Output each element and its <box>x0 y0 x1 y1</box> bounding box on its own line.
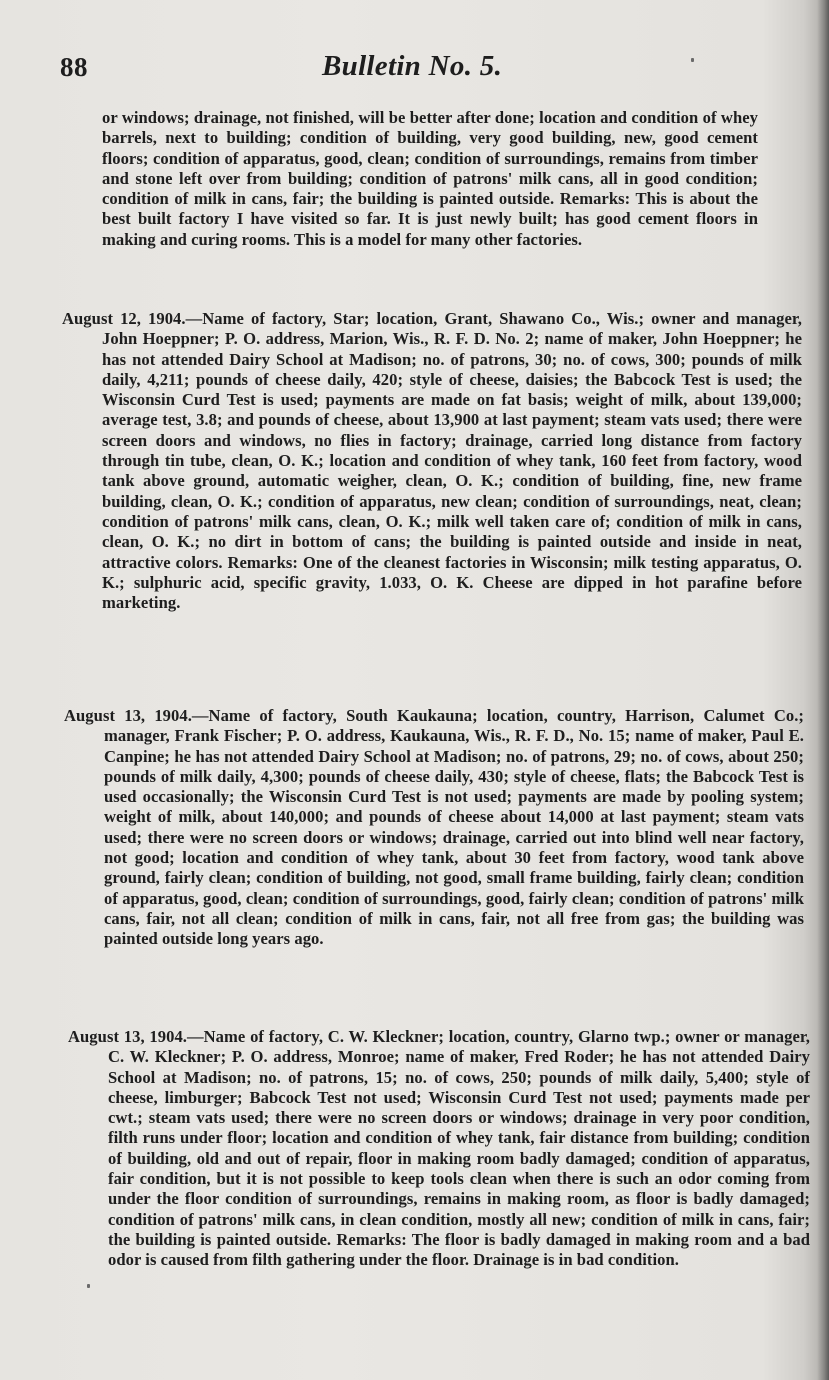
paragraph-star-factory: August 12, 1904.—Name of factory, Star; location, Grant, Shawano Co., Wis.; owner and manager, John Hoeppner; P. O. address, Marion, Wis., R. F. D. No. 2; name of maker, John Hoeppner; he has not attended Dairy School at Madison; no. of patrons, 30; no. of cows, 300; pounds of milk daily, 4,211; pounds of cheese daily, 420; style of cheese, daisies; the Babcock Test is used; the Wisconsin Curd Test is used; payments are made on fat basis; weight of milk, about 139,000; average test, 3.8; and pounds of cheese, about 13,900 at last payment; steam vats used; there were screen doors and windows, no flies in factory; drainage, carried long distance from factory through tin tube, clean, O. K.; location and condition of whey tank, 160 feet from factory, wood tank above ground, automatic weigher, clean, O. K.; condition of building, fine, new frame building, clean, O. K.; condition of apparatus, new clean; condition of surroundings, neat, clean; condition of patrons' milk cans, clean, O. K.; milk well taken care of; condition of milk in cans, clean, O. K.; no dirt in bottom of cans; the building is painted outside and inside in neat, attractive colors. Remarks: One of the cleanest factories in Wisconsin; milk testing apparatus, O. K.; sulphuric acid, specific gravity, 1.033, O. K. Cheese are dipped in hot parafine before marketing. <box>62 309 802 613</box>
running-title: Bulletin No. 5. <box>322 50 503 82</box>
paragraph-south-kaukauna-factory: August 13, 1904.—Name of factory, South Kaukauna; location, country, Harrison, Calumet Co.; manager, Frank Fischer; P. O. address, Kaukauna, Wis., R. F. D., No. 15; name of maker, Paul E. Canpine; he has not attended Dairy School at Madison; no. of patrons, 29; no. of cows, about 250; pounds of milk daily, 4,300; pounds of cheese daily, 430; style of cheese, flats; the Babcock Test is used occasionally; the Wisconsin Curd Test is not used; payments are made by pooling system; weight of milk, about 140,000; and pounds of cheese about 14,000 at last payment; steam vats used; there were no screen doors or windows; drainage, carried out into blind well near factory, not good; location and condition of whey tank, about 30 feet from factory, wood tank above ground, fairly clean; condition of building, not good, small frame building, fairly clean; condition of apparatus, good, clean; condition of surroundings, good, fairly clean; condition of patrons' milk cans, fair, not all clean; condition of milk in cans, fair, not all free from gas; the building was painted outside long years ago. <box>64 706 804 949</box>
page-binding-shadow <box>817 0 829 1380</box>
paragraph-continuation: or windows; drainage, not finished, will be better after done; location and condition of whey barrels, next to building; condition of building, very good building, new, good cement floors; condition of apparatus, good, clean; condition of surroundings, remains from timber and stone left over from building; condition of patrons' milk cans, all in good condition; condition of milk in cans, fair; the building is painted outside. Remarks: This is about the best built factory I have visited so far. It is just newly built; has good cement floors in making and curing rooms. This is a model for many other factories. <box>102 108 758 249</box>
scan-speck <box>691 58 694 62</box>
scan-speck <box>87 1284 90 1288</box>
page-header <box>60 52 760 92</box>
page-number: 88 <box>60 52 88 82</box>
paragraph-kleckner-factory: August 13, 1904.—Name of factory, C. W. Kleckner; location, country, Glarno twp.; owner or manager, C. W. Kleckner; P. O. address, Monroe; name of maker, Fred Roder; he has not attended Dairy School at Madison; no. of patrons, 15; no. of cows, 250; pounds of milk daily, 5,400; style of cheese, limburger; Babcock Test not used; Wisconsin Curd Test not used; payments made per cwt.; steam vats used; there were no screen doors or windows; drainage in very poor condition, filth runs under floor; location and condition of whey tank, fair distance from building; condition of building, old and out of repair, floor in making room badly damaged; condition of apparatus, fair condition, but it is not possible to keep tools clean when there is such an odor coming from under the floor condition of surroundings, remains in making room, as floor is badly damaged; condition of patrons' milk cans, in clean condition, mostly all new; condition of milk in cans, fair; the building is painted outside. Remarks: The floor is badly damaged in making room and a bad odor is caused from filth gathering under the floor. Drainage is in bad condition. <box>68 1027 810 1270</box>
